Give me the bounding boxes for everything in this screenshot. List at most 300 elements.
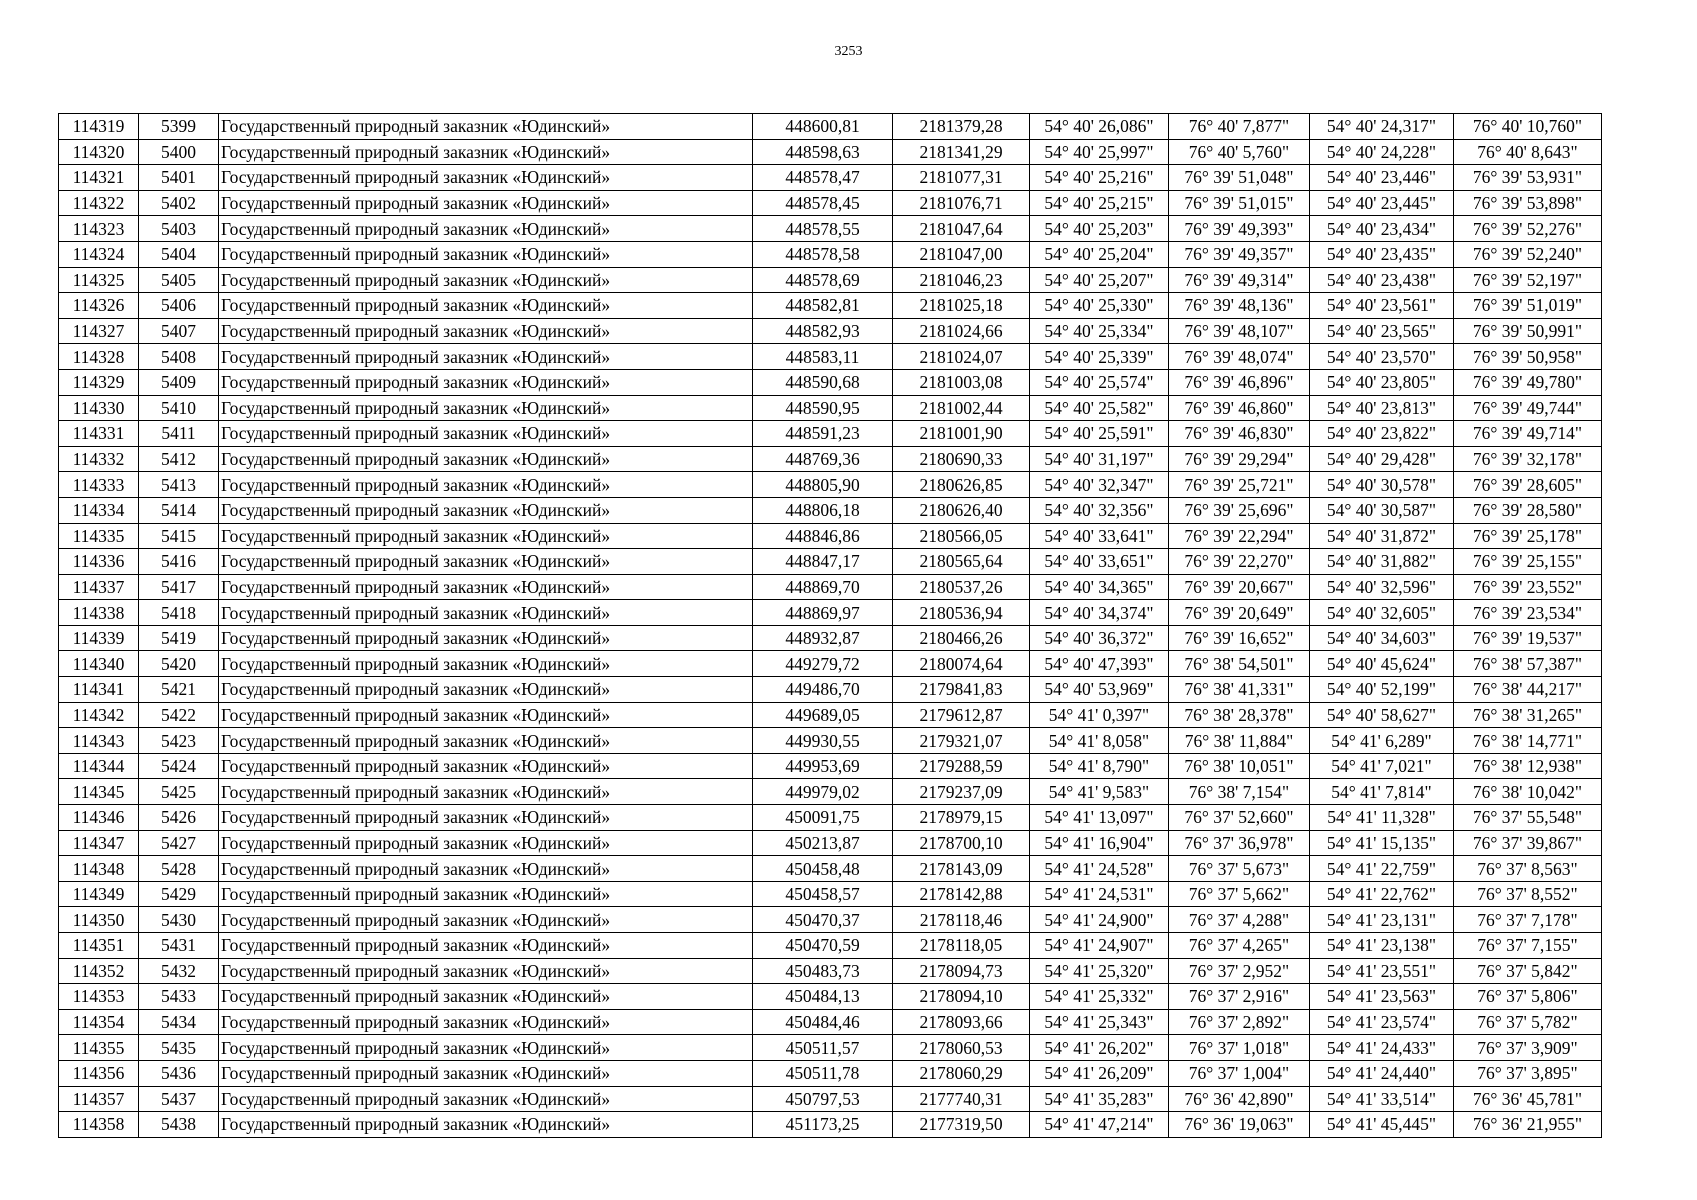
latitude-1-cell: 54° 40' 32,356" (1030, 497, 1169, 523)
table-row (59, 1060, 1602, 1086)
latitude-2-cell: 54° 40' 23,813" (1310, 395, 1454, 421)
row-id-cell: 114354 (59, 1009, 139, 1035)
latitude-1-cell: 54° 40' 53,969" (1030, 677, 1169, 703)
table-row (59, 369, 1602, 395)
x-coordinate-cell: 448769,36 (753, 446, 893, 472)
y-coordinate-cell: 2180626,85 (893, 472, 1030, 498)
row-id-cell: 114340 (59, 651, 139, 677)
longitude-2-cell: 76° 39' 50,958" (1454, 344, 1602, 370)
longitude-2-cell: 76° 37' 7,178" (1454, 907, 1602, 933)
longitude-2-cell: 76° 38' 31,265" (1454, 702, 1602, 728)
y-coordinate-cell: 2181077,31 (893, 165, 1030, 191)
longitude-2-cell: 76° 36' 45,781" (1454, 1086, 1602, 1112)
longitude-2-cell: 76° 40' 8,643" (1454, 139, 1602, 165)
x-coordinate-cell: 450091,75 (753, 805, 893, 831)
object-name-cell: Государственный природный заказник «Юдинский» (219, 267, 753, 293)
latitude-2-cell: 54° 41' 33,514" (1310, 1086, 1454, 1112)
longitude-1-cell: 76° 38' 54,501" (1169, 651, 1310, 677)
latitude-1-cell: 54° 40' 34,374" (1030, 600, 1169, 626)
longitude-2-cell: 76° 39' 23,534" (1454, 600, 1602, 626)
x-coordinate-cell: 448598,63 (753, 139, 893, 165)
point-number-cell: 5430 (139, 907, 219, 933)
longitude-2-cell: 76° 38' 44,217" (1454, 677, 1602, 703)
longitude-1-cell: 76° 37' 5,673" (1169, 856, 1310, 882)
row-id-cell: 114346 (59, 805, 139, 831)
point-number-cell: 5411 (139, 421, 219, 447)
object-name-cell: Государственный природный заказник «Юдинский» (219, 856, 753, 882)
x-coordinate-cell: 448578,55 (753, 216, 893, 242)
longitude-2-cell: 76° 39' 53,931" (1454, 165, 1602, 191)
x-coordinate-cell: 448590,95 (753, 395, 893, 421)
object-name-cell: Государственный природный заказник «Юдинский» (219, 805, 753, 831)
point-number-cell: 5422 (139, 702, 219, 728)
latitude-2-cell: 54° 40' 32,596" (1310, 574, 1454, 600)
latitude-2-cell: 54° 40' 34,603" (1310, 625, 1454, 651)
table-row (59, 907, 1602, 933)
longitude-2-cell: 76° 39' 52,240" (1454, 241, 1602, 267)
longitude-2-cell: 76° 39' 52,276" (1454, 216, 1602, 242)
latitude-2-cell: 54° 41' 11,328" (1310, 805, 1454, 831)
object-name-cell: Государственный природный заказник «Юдинский» (219, 600, 753, 626)
longitude-1-cell: 76° 37' 4,265" (1169, 933, 1310, 959)
latitude-1-cell: 54° 41' 24,531" (1030, 881, 1169, 907)
row-id-cell: 114333 (59, 472, 139, 498)
y-coordinate-cell: 2178142,88 (893, 881, 1030, 907)
object-name-cell: Государственный природный заказник «Юдинский» (219, 472, 753, 498)
point-number-cell: 5409 (139, 369, 219, 395)
longitude-1-cell: 76° 37' 1,004" (1169, 1060, 1310, 1086)
row-id-cell: 114350 (59, 907, 139, 933)
row-id-cell: 114339 (59, 625, 139, 651)
latitude-2-cell: 54° 40' 23,445" (1310, 190, 1454, 216)
latitude-1-cell: 54° 40' 32,347" (1030, 472, 1169, 498)
table-row (59, 114, 1602, 140)
table-row (59, 958, 1602, 984)
latitude-2-cell: 54° 40' 23,565" (1310, 318, 1454, 344)
latitude-2-cell: 54° 41' 24,440" (1310, 1060, 1454, 1086)
longitude-1-cell: 76° 39' 48,107" (1169, 318, 1310, 344)
x-coordinate-cell: 450458,57 (753, 881, 893, 907)
y-coordinate-cell: 2177319,50 (893, 1112, 1030, 1138)
table-row (59, 267, 1602, 293)
latitude-1-cell: 54° 41' 24,907" (1030, 933, 1169, 959)
longitude-2-cell: 76° 39' 51,019" (1454, 293, 1602, 319)
latitude-2-cell: 54° 40' 23,561" (1310, 293, 1454, 319)
x-coordinate-cell: 450511,57 (753, 1035, 893, 1061)
latitude-1-cell: 54° 41' 25,332" (1030, 984, 1169, 1010)
x-coordinate-cell: 449279,72 (753, 651, 893, 677)
latitude-1-cell: 54° 40' 25,574" (1030, 369, 1169, 395)
latitude-1-cell: 54° 40' 47,393" (1030, 651, 1169, 677)
y-coordinate-cell: 2178700,10 (893, 830, 1030, 856)
y-coordinate-cell: 2181001,90 (893, 421, 1030, 447)
longitude-2-cell: 76° 39' 53,898" (1454, 190, 1602, 216)
latitude-2-cell: 54° 40' 24,317" (1310, 114, 1454, 140)
latitude-1-cell: 54° 40' 25,204" (1030, 241, 1169, 267)
table-row (59, 984, 1602, 1010)
latitude-1-cell: 54° 41' 35,283" (1030, 1086, 1169, 1112)
table-row (59, 881, 1602, 907)
latitude-2-cell: 54° 40' 31,882" (1310, 549, 1454, 575)
table-row (59, 523, 1602, 549)
object-name-cell: Государственный природный заказник «Юдинский» (219, 728, 753, 754)
x-coordinate-cell: 448806,18 (753, 497, 893, 523)
latitude-2-cell: 54° 40' 30,578" (1310, 472, 1454, 498)
x-coordinate-cell: 448869,70 (753, 574, 893, 600)
x-coordinate-cell: 451173,25 (753, 1112, 893, 1138)
row-id-cell: 114341 (59, 677, 139, 703)
y-coordinate-cell: 2179237,09 (893, 779, 1030, 805)
object-name-cell: Государственный природный заказник «Юдинский» (219, 779, 753, 805)
table-row (59, 1009, 1602, 1035)
longitude-1-cell: 76° 39' 46,830" (1169, 421, 1310, 447)
longitude-1-cell: 76° 40' 7,877" (1169, 114, 1310, 140)
row-id-cell: 114338 (59, 600, 139, 626)
table-row (59, 293, 1602, 319)
row-id-cell: 114327 (59, 318, 139, 344)
row-id-cell: 114356 (59, 1060, 139, 1086)
point-number-cell: 5406 (139, 293, 219, 319)
latitude-2-cell: 54° 41' 23,551" (1310, 958, 1454, 984)
latitude-1-cell: 54° 41' 0,397" (1030, 702, 1169, 728)
longitude-1-cell: 76° 38' 11,884" (1169, 728, 1310, 754)
y-coordinate-cell: 2180626,40 (893, 497, 1030, 523)
latitude-2-cell: 54° 40' 23,434" (1310, 216, 1454, 242)
table-row (59, 497, 1602, 523)
latitude-1-cell: 54° 40' 25,207" (1030, 267, 1169, 293)
object-name-cell: Государственный природный заказник «Юдинский» (219, 395, 753, 421)
point-number-cell: 5421 (139, 677, 219, 703)
row-id-cell: 114320 (59, 139, 139, 165)
longitude-2-cell: 76° 36' 21,955" (1454, 1112, 1602, 1138)
longitude-1-cell: 76° 39' 25,696" (1169, 497, 1310, 523)
longitude-2-cell: 76° 39' 50,991" (1454, 318, 1602, 344)
longitude-2-cell: 76° 37' 55,548" (1454, 805, 1602, 831)
row-id-cell: 114326 (59, 293, 139, 319)
table-row (59, 1086, 1602, 1112)
table-row (59, 241, 1602, 267)
table-row (59, 446, 1602, 472)
x-coordinate-cell: 448932,87 (753, 625, 893, 651)
longitude-1-cell: 76° 36' 19,063" (1169, 1112, 1310, 1138)
latitude-1-cell: 54° 40' 33,641" (1030, 523, 1169, 549)
table-row (59, 651, 1602, 677)
point-number-cell: 5399 (139, 114, 219, 140)
longitude-1-cell: 76° 37' 52,660" (1169, 805, 1310, 831)
table-body (59, 114, 1602, 1138)
longitude-1-cell: 76° 39' 22,270" (1169, 549, 1310, 575)
point-number-cell: 5425 (139, 779, 219, 805)
row-id-cell: 114343 (59, 728, 139, 754)
point-number-cell: 5435 (139, 1035, 219, 1061)
x-coordinate-cell: 448591,23 (753, 421, 893, 447)
table-row (59, 779, 1602, 805)
table-row (59, 1035, 1602, 1061)
point-number-cell: 5431 (139, 933, 219, 959)
latitude-2-cell: 54° 40' 32,605" (1310, 600, 1454, 626)
object-name-cell: Государственный природный заказник «Юдинский» (219, 344, 753, 370)
x-coordinate-cell: 450483,73 (753, 958, 893, 984)
longitude-1-cell: 76° 40' 5,760" (1169, 139, 1310, 165)
point-number-cell: 5417 (139, 574, 219, 600)
y-coordinate-cell: 2179288,59 (893, 753, 1030, 779)
point-number-cell: 5418 (139, 600, 219, 626)
longitude-2-cell: 76° 37' 5,806" (1454, 984, 1602, 1010)
table-row (59, 549, 1602, 575)
point-number-cell: 5434 (139, 1009, 219, 1035)
longitude-1-cell: 76° 39' 49,393" (1169, 216, 1310, 242)
latitude-2-cell: 54° 40' 52,199" (1310, 677, 1454, 703)
longitude-1-cell: 76° 37' 2,916" (1169, 984, 1310, 1010)
row-id-cell: 114325 (59, 267, 139, 293)
object-name-cell: Государственный природный заказник «Юдинский» (219, 753, 753, 779)
table-row (59, 344, 1602, 370)
object-name-cell: Государственный природный заказник «Юдинский» (219, 1060, 753, 1086)
point-number-cell: 5405 (139, 267, 219, 293)
object-name-cell: Государственный природный заказник «Юдинский» (219, 881, 753, 907)
table-row (59, 472, 1602, 498)
longitude-2-cell: 76° 39' 23,552" (1454, 574, 1602, 600)
latitude-1-cell: 54° 40' 25,334" (1030, 318, 1169, 344)
longitude-1-cell: 76° 39' 46,896" (1169, 369, 1310, 395)
object-name-cell: Государственный природный заказник «Юдинский» (219, 497, 753, 523)
point-number-cell: 5401 (139, 165, 219, 191)
object-name-cell: Государственный природный заказник «Юдинский» (219, 241, 753, 267)
longitude-2-cell: 76° 37' 3,895" (1454, 1060, 1602, 1086)
longitude-1-cell: 76° 39' 46,860" (1169, 395, 1310, 421)
row-id-cell: 114337 (59, 574, 139, 600)
row-id-cell: 114335 (59, 523, 139, 549)
latitude-1-cell: 54° 40' 33,651" (1030, 549, 1169, 575)
latitude-2-cell: 54° 41' 23,563" (1310, 984, 1454, 1010)
object-name-cell: Государственный природный заказник «Юдинский» (219, 190, 753, 216)
longitude-2-cell: 76° 39' 49,744" (1454, 395, 1602, 421)
point-number-cell: 5402 (139, 190, 219, 216)
object-name-cell: Государственный природный заказник «Юдинский» (219, 549, 753, 575)
row-id-cell: 114321 (59, 165, 139, 191)
point-number-cell: 5428 (139, 856, 219, 882)
latitude-1-cell: 54° 41' 47,214" (1030, 1112, 1169, 1138)
longitude-2-cell: 76° 40' 10,760" (1454, 114, 1602, 140)
object-name-cell: Государственный природный заказник «Юдинский» (219, 625, 753, 651)
x-coordinate-cell: 448582,81 (753, 293, 893, 319)
longitude-1-cell: 76° 38' 7,154" (1169, 779, 1310, 805)
longitude-2-cell: 76° 39' 25,155" (1454, 549, 1602, 575)
x-coordinate-cell: 450458,48 (753, 856, 893, 882)
row-id-cell: 114355 (59, 1035, 139, 1061)
point-number-cell: 5412 (139, 446, 219, 472)
latitude-1-cell: 54° 40' 26,086" (1030, 114, 1169, 140)
latitude-2-cell: 54° 40' 29,428" (1310, 446, 1454, 472)
longitude-2-cell: 76° 37' 8,563" (1454, 856, 1602, 882)
object-name-cell: Государственный природный заказник «Юдинский» (219, 139, 753, 165)
longitude-1-cell: 76° 39' 49,357" (1169, 241, 1310, 267)
point-number-cell: 5420 (139, 651, 219, 677)
x-coordinate-cell: 449689,05 (753, 702, 893, 728)
longitude-1-cell: 76° 38' 28,378" (1169, 702, 1310, 728)
longitude-1-cell: 76° 37' 2,952" (1169, 958, 1310, 984)
point-number-cell: 5415 (139, 523, 219, 549)
latitude-2-cell: 54° 40' 24,228" (1310, 139, 1454, 165)
latitude-2-cell: 54° 41' 24,433" (1310, 1035, 1454, 1061)
y-coordinate-cell: 2181047,00 (893, 241, 1030, 267)
object-name-cell: Государственный природный заказник «Юдинский» (219, 651, 753, 677)
object-name-cell: Государственный природный заказник «Юдинский» (219, 574, 753, 600)
longitude-1-cell: 76° 37' 4,288" (1169, 907, 1310, 933)
object-name-cell: Государственный природный заказник «Юдинский» (219, 1112, 753, 1138)
row-id-cell: 114348 (59, 856, 139, 882)
latitude-1-cell: 54° 41' 24,528" (1030, 856, 1169, 882)
point-number-cell: 5429 (139, 881, 219, 907)
longitude-2-cell: 76° 39' 25,178" (1454, 523, 1602, 549)
point-number-cell: 5410 (139, 395, 219, 421)
point-number-cell: 5438 (139, 1112, 219, 1138)
x-coordinate-cell: 450470,59 (753, 933, 893, 959)
object-name-cell: Государственный природный заказник «Юдинский» (219, 830, 753, 856)
point-number-cell: 5424 (139, 753, 219, 779)
table-row (59, 728, 1602, 754)
row-id-cell: 114323 (59, 216, 139, 242)
latitude-2-cell: 54° 41' 22,759" (1310, 856, 1454, 882)
x-coordinate-cell: 448847,17 (753, 549, 893, 575)
latitude-1-cell: 54° 40' 25,215" (1030, 190, 1169, 216)
longitude-1-cell: 76° 39' 48,074" (1169, 344, 1310, 370)
row-id-cell: 114352 (59, 958, 139, 984)
coordinates-table (58, 113, 1602, 1138)
longitude-2-cell: 76° 37' 8,552" (1454, 881, 1602, 907)
y-coordinate-cell: 2181379,28 (893, 114, 1030, 140)
row-id-cell: 114331 (59, 421, 139, 447)
object-name-cell: Государственный природный заказник «Юдинский» (219, 677, 753, 703)
y-coordinate-cell: 2178094,73 (893, 958, 1030, 984)
table-row (59, 830, 1602, 856)
row-id-cell: 114345 (59, 779, 139, 805)
longitude-2-cell: 76° 39' 49,780" (1454, 369, 1602, 395)
longitude-1-cell: 76° 38' 41,331" (1169, 677, 1310, 703)
latitude-2-cell: 54° 40' 23,435" (1310, 241, 1454, 267)
row-id-cell: 114319 (59, 114, 139, 140)
longitude-1-cell: 76° 37' 5,662" (1169, 881, 1310, 907)
y-coordinate-cell: 2178118,05 (893, 933, 1030, 959)
longitude-1-cell: 76° 38' 10,051" (1169, 753, 1310, 779)
object-name-cell: Государственный природный заказник «Юдинский» (219, 293, 753, 319)
latitude-2-cell: 54° 41' 6,289" (1310, 728, 1454, 754)
longitude-2-cell: 76° 38' 14,771" (1454, 728, 1602, 754)
y-coordinate-cell: 2181024,66 (893, 318, 1030, 344)
latitude-1-cell: 54° 40' 25,582" (1030, 395, 1169, 421)
x-coordinate-cell: 448846,86 (753, 523, 893, 549)
table-row (59, 139, 1602, 165)
row-id-cell: 114353 (59, 984, 139, 1010)
latitude-2-cell: 54° 41' 23,131" (1310, 907, 1454, 933)
point-number-cell: 5432 (139, 958, 219, 984)
x-coordinate-cell: 450213,87 (753, 830, 893, 856)
longitude-2-cell: 76° 38' 12,938" (1454, 753, 1602, 779)
longitude-1-cell: 76° 39' 20,649" (1169, 600, 1310, 626)
row-id-cell: 114347 (59, 830, 139, 856)
longitude-1-cell: 76° 39' 51,048" (1169, 165, 1310, 191)
y-coordinate-cell: 2178060,53 (893, 1035, 1030, 1061)
y-coordinate-cell: 2181025,18 (893, 293, 1030, 319)
x-coordinate-cell: 448578,47 (753, 165, 893, 191)
longitude-2-cell: 76° 37' 39,867" (1454, 830, 1602, 856)
table-row (59, 805, 1602, 831)
point-number-cell: 5404 (139, 241, 219, 267)
longitude-2-cell: 76° 39' 19,537" (1454, 625, 1602, 651)
latitude-2-cell: 54° 40' 58,627" (1310, 702, 1454, 728)
row-id-cell: 114324 (59, 241, 139, 267)
latitude-1-cell: 54° 40' 36,372" (1030, 625, 1169, 651)
latitude-1-cell: 54° 40' 34,365" (1030, 574, 1169, 600)
table-row (59, 421, 1602, 447)
latitude-1-cell: 54° 41' 24,900" (1030, 907, 1169, 933)
row-id-cell: 114330 (59, 395, 139, 421)
point-number-cell: 5408 (139, 344, 219, 370)
y-coordinate-cell: 2181024,07 (893, 344, 1030, 370)
longitude-2-cell: 76° 39' 49,714" (1454, 421, 1602, 447)
latitude-2-cell: 54° 41' 7,814" (1310, 779, 1454, 805)
latitude-2-cell: 54° 41' 23,574" (1310, 1009, 1454, 1035)
point-number-cell: 5423 (139, 728, 219, 754)
y-coordinate-cell: 2178094,10 (893, 984, 1030, 1010)
row-id-cell: 114342 (59, 702, 139, 728)
latitude-1-cell: 54° 41' 25,343" (1030, 1009, 1169, 1035)
longitude-2-cell: 76° 39' 28,605" (1454, 472, 1602, 498)
row-id-cell: 114334 (59, 497, 139, 523)
point-number-cell: 5427 (139, 830, 219, 856)
latitude-1-cell: 54° 40' 25,330" (1030, 293, 1169, 319)
page-number: 3253 (834, 44, 863, 59)
table-row (59, 933, 1602, 959)
y-coordinate-cell: 2180466,26 (893, 625, 1030, 651)
x-coordinate-cell: 448600,81 (753, 114, 893, 140)
object-name-cell: Государственный природный заказник «Юдинский» (219, 933, 753, 959)
longitude-2-cell: 76° 37' 5,842" (1454, 958, 1602, 984)
longitude-1-cell: 76° 36' 42,890" (1169, 1086, 1310, 1112)
longitude-1-cell: 76° 39' 48,136" (1169, 293, 1310, 319)
y-coordinate-cell: 2178118,46 (893, 907, 1030, 933)
longitude-1-cell: 76° 39' 49,314" (1169, 267, 1310, 293)
y-coordinate-cell: 2179612,87 (893, 702, 1030, 728)
longitude-2-cell: 76° 37' 7,155" (1454, 933, 1602, 959)
x-coordinate-cell: 449979,02 (753, 779, 893, 805)
longitude-2-cell: 76° 37' 5,782" (1454, 1009, 1602, 1035)
latitude-2-cell: 54° 40' 23,822" (1310, 421, 1454, 447)
y-coordinate-cell: 2179321,07 (893, 728, 1030, 754)
latitude-2-cell: 54° 41' 22,762" (1310, 881, 1454, 907)
row-id-cell: 114329 (59, 369, 139, 395)
table-row (59, 574, 1602, 600)
point-number-cell: 5413 (139, 472, 219, 498)
point-number-cell: 5426 (139, 805, 219, 831)
row-id-cell: 114322 (59, 190, 139, 216)
point-number-cell: 5436 (139, 1060, 219, 1086)
table-row (59, 190, 1602, 216)
x-coordinate-cell: 450797,53 (753, 1086, 893, 1112)
latitude-1-cell: 54° 41' 8,058" (1030, 728, 1169, 754)
latitude-1-cell: 54° 40' 25,339" (1030, 344, 1169, 370)
table-row (59, 1112, 1602, 1138)
object-name-cell: Государственный природный заказник «Юдинский» (219, 1035, 753, 1061)
x-coordinate-cell: 450511,78 (753, 1060, 893, 1086)
point-number-cell: 5403 (139, 216, 219, 242)
object-name-cell: Государственный природный заказник «Юдинский» (219, 216, 753, 242)
longitude-1-cell: 76° 37' 36,978" (1169, 830, 1310, 856)
y-coordinate-cell: 2180565,64 (893, 549, 1030, 575)
latitude-1-cell: 54° 40' 31,197" (1030, 446, 1169, 472)
y-coordinate-cell: 2181076,71 (893, 190, 1030, 216)
point-number-cell: 5400 (139, 139, 219, 165)
